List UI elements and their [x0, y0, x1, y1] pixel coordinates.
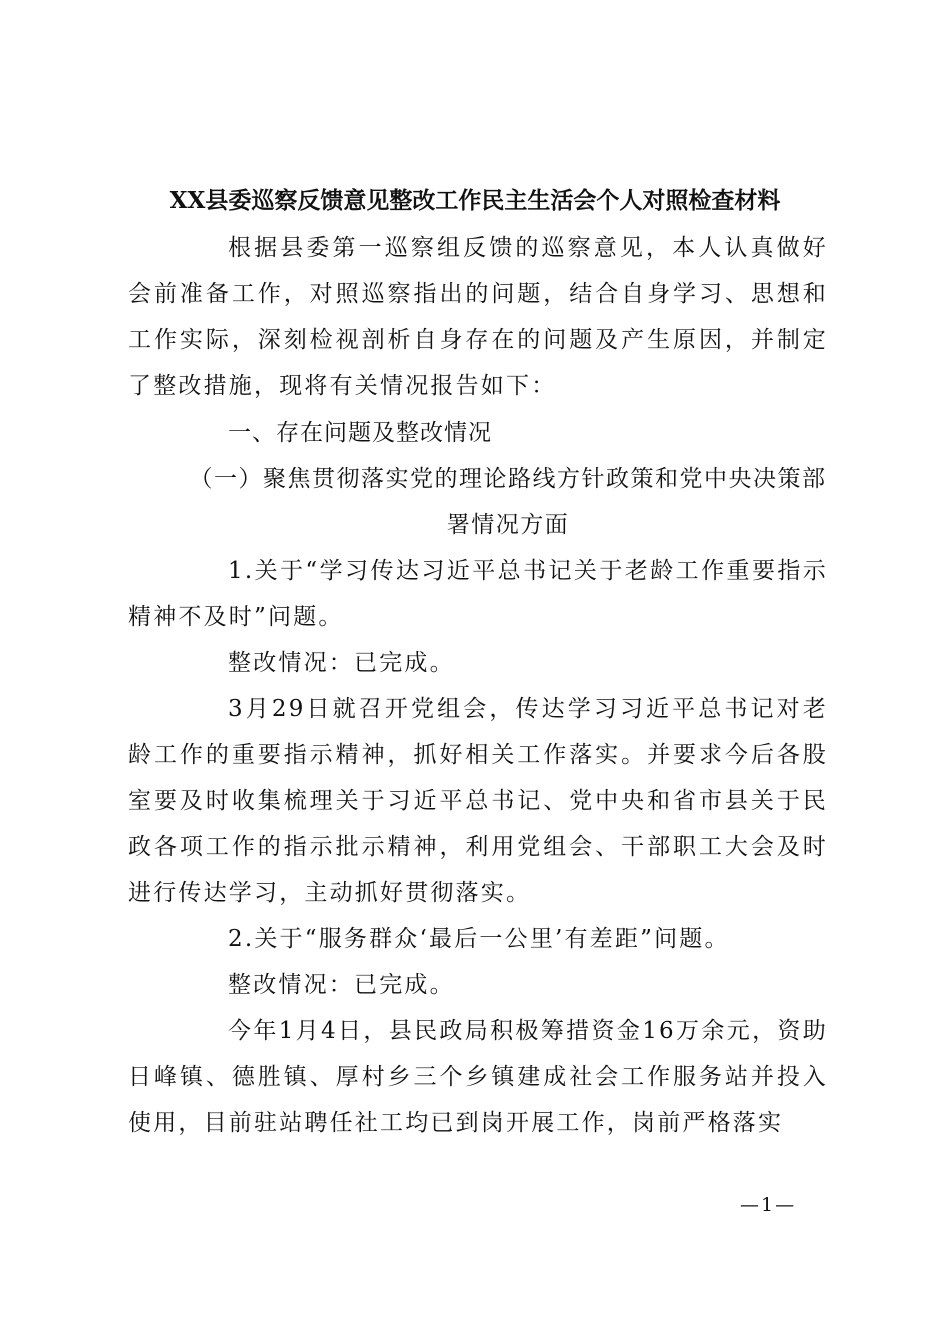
section-heading: 一、存在问题及整改情况	[228, 420, 492, 446]
item1-status: 整改情况：已完成。	[228, 650, 455, 676]
page-number: —1—	[740, 1194, 797, 1216]
subsection-heading: （一）聚焦贯彻落实党的理论路线方针政策和党中央决策部署情况方面	[189, 466, 827, 538]
item1-title: 1.关于“学习传达习近平总书记关于老龄工作重要指示精神不及时”问题。	[128, 558, 828, 630]
item2-detail: 今年1月4日，县民政局积极筹措资金16万余元，资助日峰镇、德胜镇、厚村乡三个乡镇建成社会工作服务站并投入使用，目前驻站聘任社工均已到岗开展工作，岗前严格落实	[128, 1018, 828, 1136]
item2-status: 整改情况：已完成。	[228, 972, 455, 998]
intro-paragraph: 根据县委第一巡察组反馈的巡察意见，本人认真做好会前准备工作，对照巡察指出的问题，结合自身学习、思想和工作实际，深刻检视剖析自身存在的问题及产生原因，并制定了整改措施，现将有关情况报告如下：	[128, 235, 828, 399]
item1-detail: 3月29日就召开党组会，传达学习习近平总书记对老龄工作的重要指示精神，抓好相关工作落实。并要求今后各股室要及时收集梳理关于习近平总书记、党中央和省市县关于民政各项工作的指示批示精神，利用党组会、干部职工大会及时进行传达学习，主动抓好贯彻落实。	[128, 696, 828, 906]
document-title: XX县委巡察反馈意见整改工作民主生活会个人对照检查材料	[169, 187, 781, 214]
item2-title: 2.关于“服务群众‘最后一公里’有差距”问题。	[228, 926, 730, 952]
